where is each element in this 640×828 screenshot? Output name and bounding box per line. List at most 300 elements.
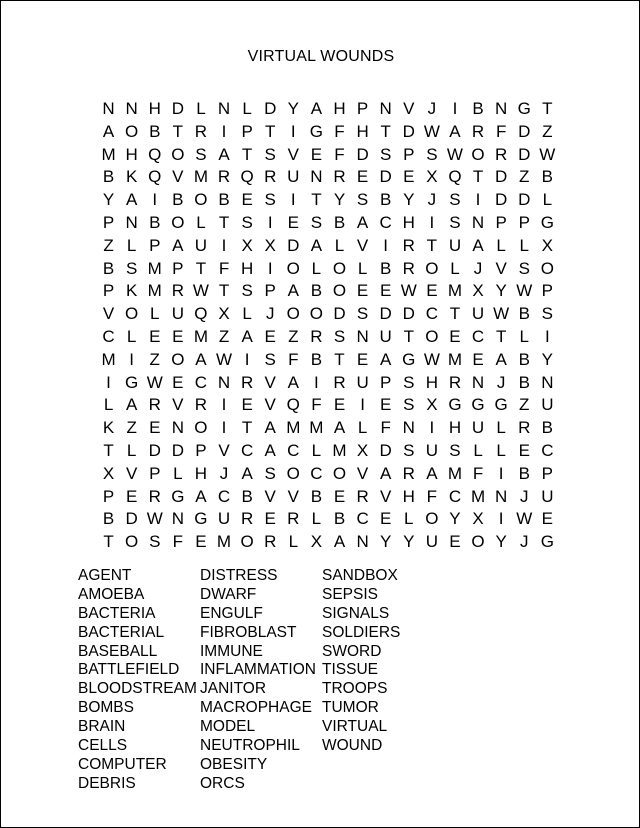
grid-letter: V xyxy=(287,144,299,164)
grid-letter: H xyxy=(194,463,208,483)
grid-letter: I xyxy=(106,372,111,392)
grid-letter: Y xyxy=(403,190,415,210)
grid-letter: D xyxy=(356,144,369,164)
grid-letter: H xyxy=(240,258,254,278)
grid-letter: K xyxy=(125,281,138,301)
grid-letter: R xyxy=(287,509,300,529)
grid-letter: R xyxy=(240,509,254,529)
grid-letter: O xyxy=(425,258,439,278)
grid-letter: S xyxy=(403,395,415,415)
grid-letter: R xyxy=(402,258,415,278)
grid-letter: T xyxy=(265,121,276,141)
grid-letter: R xyxy=(148,486,161,506)
grid-letter: F xyxy=(334,144,345,164)
grid-letter: T xyxy=(218,212,230,232)
grid-letter: S xyxy=(449,212,461,232)
grid-letter: L xyxy=(126,235,137,255)
grid-letter: U xyxy=(471,418,485,438)
grid-letter: F xyxy=(311,395,322,415)
grid-letter: R xyxy=(310,326,323,346)
word-item: OBESITY xyxy=(200,755,268,773)
grid-letter: B xyxy=(518,463,530,483)
word-item: SIGNALS xyxy=(322,604,390,622)
grid-letter: A xyxy=(125,190,138,210)
word-item: VIRTUAL xyxy=(322,718,388,736)
word-item: TROOPS xyxy=(322,680,388,698)
grid-letter: H xyxy=(402,212,415,232)
word-item: INFLAMMATION xyxy=(200,661,316,679)
grid-letter: A xyxy=(195,486,207,506)
grid-letter: C xyxy=(102,326,115,346)
grid-letter: S xyxy=(356,304,369,324)
grid-letter: R xyxy=(264,532,277,552)
grid-letter: I xyxy=(152,190,158,210)
word-item: DWARF xyxy=(200,585,257,603)
grid-letter: I xyxy=(290,190,296,210)
grid-letter: A xyxy=(102,121,115,141)
grid-letter: P xyxy=(102,486,115,506)
grid-letter: P xyxy=(541,281,553,301)
grid-letter: P xyxy=(264,281,276,301)
grid-letter: D xyxy=(379,440,392,460)
grid-letter: G xyxy=(517,99,531,118)
grid-letter: Q xyxy=(148,144,162,164)
grid-letter: V xyxy=(172,395,184,415)
grid-letter: C xyxy=(356,509,369,529)
grid-letter: S xyxy=(241,281,253,301)
grid-letter: D xyxy=(379,167,392,187)
grid-letter: A xyxy=(333,532,346,552)
grid-letter: D xyxy=(402,121,415,141)
grid-letter: W xyxy=(146,509,163,529)
grid-letter: A xyxy=(380,349,392,369)
grid-letter: M xyxy=(147,258,162,278)
grid-letter: D xyxy=(148,440,161,460)
grid-letter: L xyxy=(311,509,322,529)
grid-letter: S xyxy=(449,440,461,460)
grid-letter: M xyxy=(147,281,162,301)
grid-letter: E xyxy=(380,395,392,415)
grid-letter: P xyxy=(495,212,507,232)
grid-letter: X xyxy=(102,463,115,483)
grid-letter: X xyxy=(218,304,230,324)
grid-letter: O xyxy=(171,349,185,369)
grid-letter: X xyxy=(310,532,323,552)
word-item: SEPSIS xyxy=(322,585,378,603)
grid-row xyxy=(97,189,559,212)
grid-letter: R xyxy=(402,235,415,255)
grid-letter: G xyxy=(402,349,416,369)
grid-letter: A xyxy=(264,440,276,460)
grid-letter: H xyxy=(448,418,462,438)
grid-letter: B xyxy=(472,99,484,118)
grid-letter: O xyxy=(286,258,300,278)
grid-letter: B xyxy=(149,121,161,141)
grid-letter: J xyxy=(496,372,506,392)
grid-letter: I xyxy=(475,190,481,210)
word-item: BRAIN xyxy=(78,718,126,736)
grid-letter: O xyxy=(332,463,347,483)
grid-letter: P xyxy=(241,121,253,141)
grid-letter: L xyxy=(496,418,506,438)
grid-letter: A xyxy=(172,235,184,255)
grid-row xyxy=(97,121,559,144)
grid-row xyxy=(97,349,559,372)
grid-letter: E xyxy=(333,486,346,506)
grid-letter: V xyxy=(172,167,184,187)
grid-letter: M xyxy=(470,486,486,506)
grid-letter: Y xyxy=(495,281,507,301)
grid-letter: P xyxy=(541,463,553,483)
letter-grid xyxy=(97,98,559,554)
grid-letter: L xyxy=(542,190,553,210)
grid-letter: V xyxy=(264,372,276,392)
grid-letter: D xyxy=(518,190,531,210)
grid-letter: H xyxy=(125,144,138,164)
grid-letter: L xyxy=(196,212,206,232)
grid-letter: M xyxy=(193,326,208,346)
grid-letter: P xyxy=(149,235,161,255)
word-item: MODEL xyxy=(200,718,256,736)
grid-letter: N xyxy=(356,326,369,346)
word-item: SWORD xyxy=(322,642,382,660)
grid-letter: R xyxy=(194,121,208,141)
grid-letter: B xyxy=(380,258,392,278)
grid-letter: M xyxy=(447,281,463,301)
grid-letter: V xyxy=(356,235,369,255)
grid-letter: P xyxy=(380,372,392,392)
grid-letter: B xyxy=(241,486,253,506)
grid-letter: T xyxy=(311,190,322,210)
word-item: WOUND xyxy=(322,737,383,755)
grid-letter: A xyxy=(241,326,253,346)
grid-letter: A xyxy=(264,418,276,438)
grid-letter: G xyxy=(125,372,139,392)
grid-letter: L xyxy=(357,418,368,438)
word-item: DEBRIS xyxy=(78,774,136,792)
word-item: BOMBS xyxy=(78,699,134,717)
grid-letter: M xyxy=(332,440,347,460)
grid-letter: T xyxy=(218,281,230,301)
grid-letter: X xyxy=(356,440,369,460)
grid-letter: O xyxy=(471,532,485,552)
grid-letter: C xyxy=(471,326,485,346)
grid-letter: W xyxy=(516,509,533,529)
grid-letter: U xyxy=(541,395,554,415)
grid-letter: F xyxy=(218,258,230,278)
grid-letter: N xyxy=(125,99,138,118)
grid-letter: E xyxy=(518,440,530,460)
grid-letter: S xyxy=(426,144,438,164)
grid-letter: F xyxy=(334,121,345,141)
grid-letter: P xyxy=(102,281,115,301)
grid-letter: L xyxy=(126,440,137,460)
grid-letter: U xyxy=(356,372,369,392)
grid-letter: Z xyxy=(149,349,160,369)
grid-letter: L xyxy=(126,326,137,346)
grid-letter: U xyxy=(425,532,438,552)
grid-letter: S xyxy=(264,349,276,369)
grid-letter: U xyxy=(171,304,184,324)
grid-letter: F xyxy=(288,349,299,369)
word-item: ORCS xyxy=(200,774,245,792)
grid-letter: L xyxy=(311,258,322,278)
grid-letter: V xyxy=(102,304,115,324)
grid-letter: E xyxy=(172,372,184,392)
grid-letter: D xyxy=(379,304,392,324)
grid-letter: P xyxy=(195,440,207,460)
grid-letter: E xyxy=(356,349,369,369)
grid-letter: S xyxy=(403,440,415,460)
grid-letter: U xyxy=(448,235,462,255)
grid-letter: K xyxy=(125,167,138,187)
grid-letter: B xyxy=(333,509,346,529)
word-item: MACROPHAGE xyxy=(200,699,312,717)
grid-letter: M xyxy=(101,144,116,164)
grid-letter: A xyxy=(310,99,323,118)
grid-letter: G xyxy=(471,395,485,415)
grid-letter: D xyxy=(125,509,138,529)
word-item: SOLDIERS xyxy=(322,623,401,641)
grid-letter: B xyxy=(333,212,346,232)
grid-letter: D xyxy=(518,144,531,164)
grid-letter: Q xyxy=(448,167,462,187)
grid-letter: D xyxy=(171,440,184,460)
grid-letter: P xyxy=(403,144,415,164)
grid-letter: X xyxy=(472,509,484,529)
grid-letter: B xyxy=(102,258,115,278)
word-item: CELLS xyxy=(78,737,128,755)
grid-letter: B xyxy=(541,418,553,438)
grid-row xyxy=(97,372,559,395)
grid-letter: N xyxy=(125,212,138,232)
grid-letter: L xyxy=(496,440,506,460)
word-column xyxy=(78,567,197,794)
grid-letter: A xyxy=(195,349,207,369)
grid-letter: I xyxy=(383,235,389,255)
grid-letter: F xyxy=(172,532,184,552)
grid-letter: V xyxy=(495,258,507,278)
grid-letter: U xyxy=(471,304,485,324)
grid-letter: Y xyxy=(449,509,461,529)
word-item: FIBROBLAST xyxy=(200,623,297,641)
grid-letter: G xyxy=(540,212,554,232)
grid-letter: A xyxy=(495,349,507,369)
grid-letter: N xyxy=(171,509,184,529)
grid-letter: R xyxy=(356,486,369,506)
grid-letter: I xyxy=(221,121,227,141)
grid-letter: I xyxy=(498,509,504,529)
grid-letter: U xyxy=(287,167,300,187)
grid-letter: Y xyxy=(287,99,299,118)
grid-letter: W xyxy=(423,349,440,369)
grid-letter: T xyxy=(403,326,414,346)
grid-letter: H xyxy=(333,99,346,118)
grid-letter: E xyxy=(356,167,369,187)
grid-letter: F xyxy=(472,463,484,483)
grid-letter: C xyxy=(541,440,554,460)
grid-letter: W xyxy=(400,281,417,301)
grid-letter: B xyxy=(310,486,323,506)
grid-letter: L xyxy=(473,440,483,460)
grid-letter: F xyxy=(380,418,391,438)
grid-letter: V xyxy=(287,486,299,506)
grid-letter: R xyxy=(402,463,415,483)
grid-letter: P xyxy=(149,463,161,483)
grid-letter: L xyxy=(450,258,460,278)
grid-letter: M xyxy=(286,418,301,438)
grid-letter: S xyxy=(541,304,553,324)
grid-letter: V xyxy=(264,395,276,415)
grid-letter: E xyxy=(310,144,323,164)
grid-letter: C xyxy=(310,463,323,483)
word-item: BASEBALL xyxy=(78,642,158,660)
grid-letter: B xyxy=(218,190,230,210)
grid-letter: F xyxy=(495,121,507,141)
grid-letter: W xyxy=(539,144,556,164)
grid-letter: Z xyxy=(218,326,230,346)
grid-letter: E xyxy=(149,326,161,346)
grid-letter: E xyxy=(403,167,415,187)
grid-letter: B xyxy=(102,167,115,187)
grid-row xyxy=(97,98,559,121)
grid-letter: O xyxy=(540,258,554,278)
grid-letter: R xyxy=(471,121,485,141)
word-item: TUMOR xyxy=(322,699,379,717)
grid-letter: A xyxy=(380,463,392,483)
grid-row xyxy=(97,166,559,189)
grid-row xyxy=(97,463,559,486)
grid-letter: T xyxy=(334,349,345,369)
grid-letter: L xyxy=(103,395,114,415)
grid-letter: S xyxy=(264,144,276,164)
grid-letter: L xyxy=(357,258,368,278)
grid-letter: E xyxy=(449,326,461,346)
grid-letter: E xyxy=(264,509,276,529)
word-item: JANITOR xyxy=(200,680,267,698)
grid-letter: W xyxy=(192,281,209,301)
grid-letter: S xyxy=(241,212,253,232)
word-item: BLOODSTREAM xyxy=(78,680,197,698)
grid-letter: P xyxy=(356,99,369,118)
grid-letter: L xyxy=(288,532,299,552)
grid-row xyxy=(97,258,559,281)
grid-letter: L xyxy=(519,235,529,255)
grid-letter: O xyxy=(286,304,300,324)
grid-letter: C xyxy=(448,486,462,506)
grid-letter: V xyxy=(380,486,392,506)
grid-letter: J xyxy=(519,486,529,506)
grid-letter: O xyxy=(194,190,208,210)
grid-letter: S xyxy=(264,190,276,210)
grid-row xyxy=(97,280,559,303)
grid-letter: Z xyxy=(103,235,114,255)
grid-letter: P xyxy=(172,258,184,278)
grid-letter: N xyxy=(541,372,554,392)
grid-letter: A xyxy=(449,121,461,141)
grid-letter: Z xyxy=(542,121,553,141)
grid-letter: E xyxy=(426,281,438,301)
word-item: DISTRESS xyxy=(200,567,278,584)
grid-letter: B xyxy=(310,349,323,369)
grid-letter: E xyxy=(356,281,369,301)
grid-letter: I xyxy=(221,395,227,415)
grid-letter: M xyxy=(447,349,463,369)
grid-letter: I xyxy=(452,99,458,118)
grid-letter: M xyxy=(101,349,116,369)
grid-letter: N xyxy=(102,99,115,118)
grid-letter: E xyxy=(125,486,138,506)
grid-letter: D xyxy=(495,190,508,210)
grid-row xyxy=(97,394,559,417)
grid-letter: X xyxy=(472,281,484,301)
grid-letter: O xyxy=(194,418,208,438)
grid-letter: L xyxy=(404,509,414,529)
grid-letter: V xyxy=(264,486,276,506)
grid-letter: B xyxy=(518,304,530,324)
grid-letter: W xyxy=(146,372,163,392)
grid-letter: D xyxy=(402,304,415,324)
grid-letter: O xyxy=(425,326,439,346)
grid-letter: T xyxy=(426,235,438,255)
grid-letter: R xyxy=(333,372,346,392)
grid-letter: S xyxy=(518,258,530,278)
grid-letter: U xyxy=(425,440,438,460)
grid-letter: R xyxy=(448,372,462,392)
grid-letter: T xyxy=(472,167,484,187)
grid-letter: O xyxy=(286,463,300,483)
grid-letter: N xyxy=(310,167,323,187)
grid-letter: U xyxy=(194,235,208,255)
word-item: BACTERIA xyxy=(78,604,156,622)
grid-letter: T xyxy=(172,121,184,141)
grid-letter: H xyxy=(402,486,415,506)
grid-letter: L xyxy=(173,463,183,483)
grid-letter: R xyxy=(217,167,231,187)
grid-letter: O xyxy=(125,532,139,552)
grid-letter: E xyxy=(241,190,253,210)
grid-letter: C xyxy=(194,372,208,392)
word-item: NEUTROPHIL xyxy=(200,737,300,755)
grid-letter: B xyxy=(518,372,530,392)
grid-letter: L xyxy=(150,304,160,324)
grid-letter: J xyxy=(427,99,437,118)
word-item: BATTLEFIELD xyxy=(78,661,180,679)
grid-letter: I xyxy=(129,349,134,369)
grid-letter: X xyxy=(426,167,438,187)
grid-letter: C xyxy=(425,304,438,324)
grid-letter: L xyxy=(519,326,529,346)
grid-letter: T xyxy=(495,326,507,346)
word-item: AGENT xyxy=(78,567,132,584)
grid-letter: O xyxy=(240,532,254,552)
grid-letter: S xyxy=(356,190,369,210)
grid-letter: T xyxy=(103,532,114,552)
grid-letter: A xyxy=(472,235,484,255)
word-item: IMMUNE xyxy=(200,642,263,660)
grid-row xyxy=(97,144,559,167)
grid-letter: A xyxy=(356,212,369,232)
grid-row xyxy=(97,440,559,463)
grid-row xyxy=(97,508,559,531)
grid-letter: S xyxy=(264,463,276,483)
grid-letter: O xyxy=(125,304,139,324)
grid-letter: A xyxy=(287,281,299,301)
grid-letter: J xyxy=(219,463,229,483)
grid-letter: C xyxy=(240,440,254,460)
grid-letter: M xyxy=(447,463,463,483)
grid-letter: R xyxy=(148,395,161,415)
